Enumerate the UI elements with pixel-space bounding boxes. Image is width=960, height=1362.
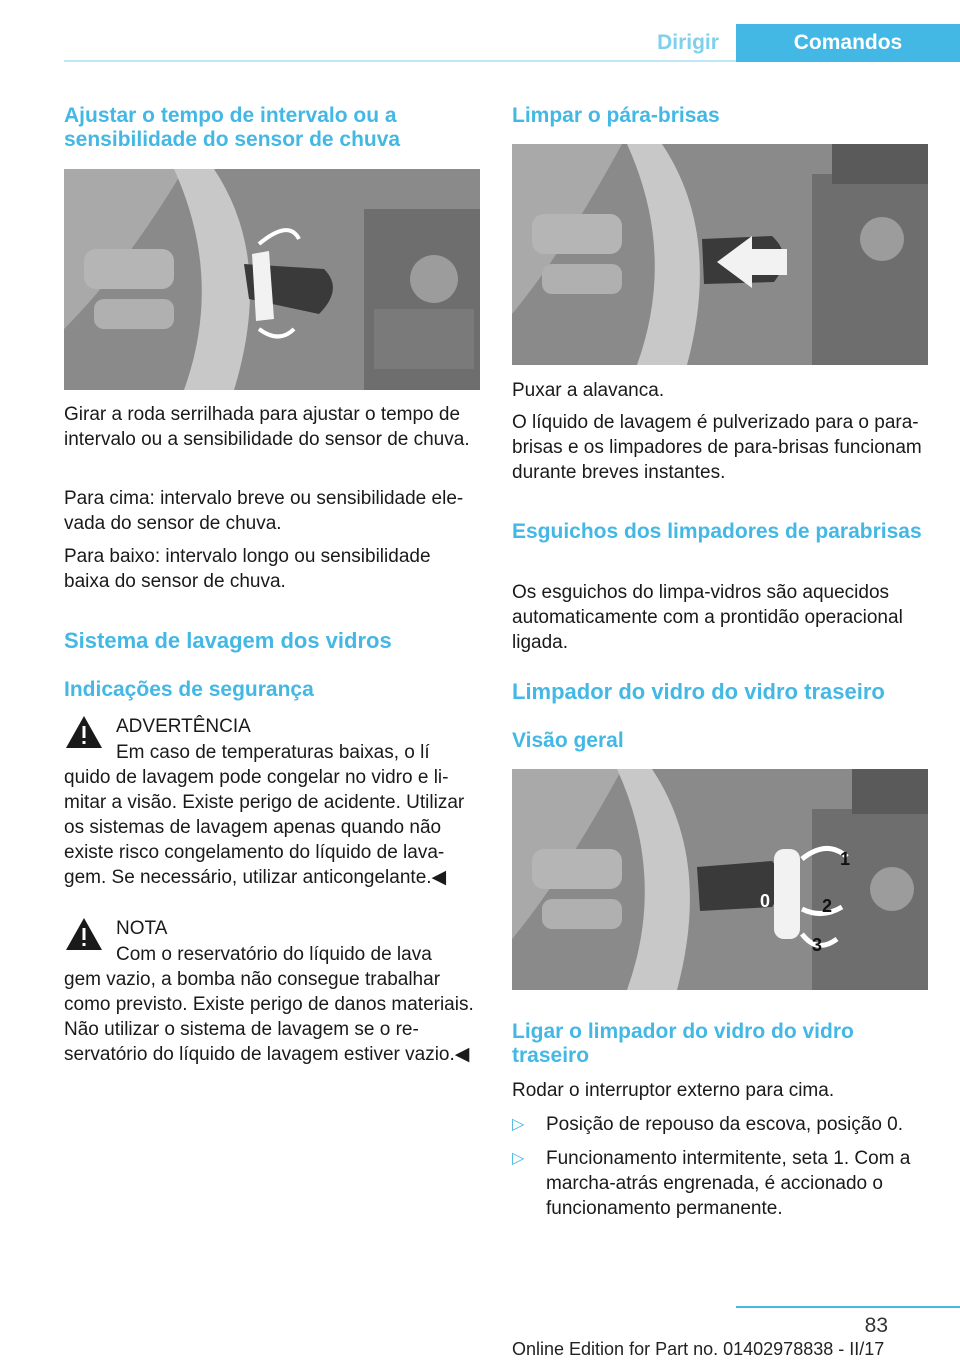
rear-wiper-section-title: Limpador do vidro do vidro traseiro [512,679,885,704]
triangle-bullet-icon: ▷ [512,1150,525,1167]
rear-wiper-bullet-list [512,1112,928,1230]
interval-up-paragraph: Para cima: intervalo breve ou sensibilidade elevada do sensor de chuva. [64,488,464,534]
edition-footer: Online Edition for Part no. 01402978838 - II/17 [512,1339,885,1359]
rear-wiper-photo [512,769,928,990]
interval-title: Ajustar o tempo de intervalo ou a sensibilidade do sensor de chuva [64,104,401,151]
pull-lever-photo [512,144,928,365]
note-text: gem vazio, a bomba não consegue trabalhar como previsto. Existe perigo de danos materiais. Não utilizar o sistema de lavagem se o reservatório do líquido de lavagem estiver vazio.◀ [64,969,474,1065]
fig-label-3: 3 [812,935,823,955]
figure-rear-wiper [512,769,928,990]
warning-block [64,714,480,890]
fig-label-0: 0 [760,891,771,911]
interval-paragraph: Girar a roda serrilhada para ajustar o tempo de intervalo ou a sensibilidade do sensor de chuva. [64,404,470,450]
washer-spray-text: O líquido de lavagem é pulverizado para o para-brisas e os limpadores de para-brisas funcionam durante breves instantes. [512,412,922,483]
triangle-bullet-icon: ▷ [512,1116,525,1133]
fig-label-2: 2 [822,896,833,916]
overview-title: Visão geral [512,729,624,752]
warning-label: ADVERTÊNCIA [116,716,251,737]
windshield-title: Limpar o pára-brisas [512,104,720,127]
fig-label-1: 1 [840,849,851,869]
washer-section-title: Sistema de lavagem dos vidros [64,628,392,653]
note-block [64,916,480,1067]
safety-title: Indicações de segurança [64,678,314,701]
wiper-wheel-photo [64,169,480,390]
warning-triangle-icon [64,714,104,750]
nozzles-title: Esguichos dos limpadores de parabrisas [512,520,922,543]
footer-rule [736,1306,960,1308]
warning-text: quido de lavagem pode congelar no vidro e limitar a visão. Existe perigo de acidente. Utilizar os sistemas de lavagem apenas quando não existe risco congelamento do líquido de lavagem. Se necessário, utilizar anticongelante.◀ [64,767,465,888]
caution-triangle-icon [64,916,104,952]
header-section-tab[interactable]: Comandos [736,24,960,62]
nozzles-text: Os esguichos do limpa-vidros são aquecidos automaticamente com a prontidão operacional ligada. [512,582,903,653]
figure-wiper-wheel [64,169,480,390]
page-number: 83 [864,1314,888,1337]
rotate-switch-text: Rodar o interruptor externo para cima. [512,1080,835,1101]
note-label: NOTA [116,918,168,939]
rear-wiper-on-title: Ligar o limpador do vidro do vidro traseiro [512,1020,854,1067]
pull-lever-text: Puxar a alavanca. [512,380,665,401]
list-item: ▷ Posição de repouso da escova, posição 0. [512,1114,904,1135]
warning-line1: Em caso de temperaturas baixas, o lí [116,742,430,763]
list-item: ▷ Funcionamento intermitente, seta 1. Com a marcha-atrás engrenada, é accionado o funcionamento permanente. [512,1148,911,1219]
header-chapter[interactable]: Dirigir [657,31,719,54]
interval-down-paragraph: Para baixo: intervalo longo ou sensibilidade baixa do sensor de chuva. [64,546,431,592]
note-line1: Com o reservatório do líquido de lava [116,944,432,965]
figure-pull-lever [512,144,928,365]
